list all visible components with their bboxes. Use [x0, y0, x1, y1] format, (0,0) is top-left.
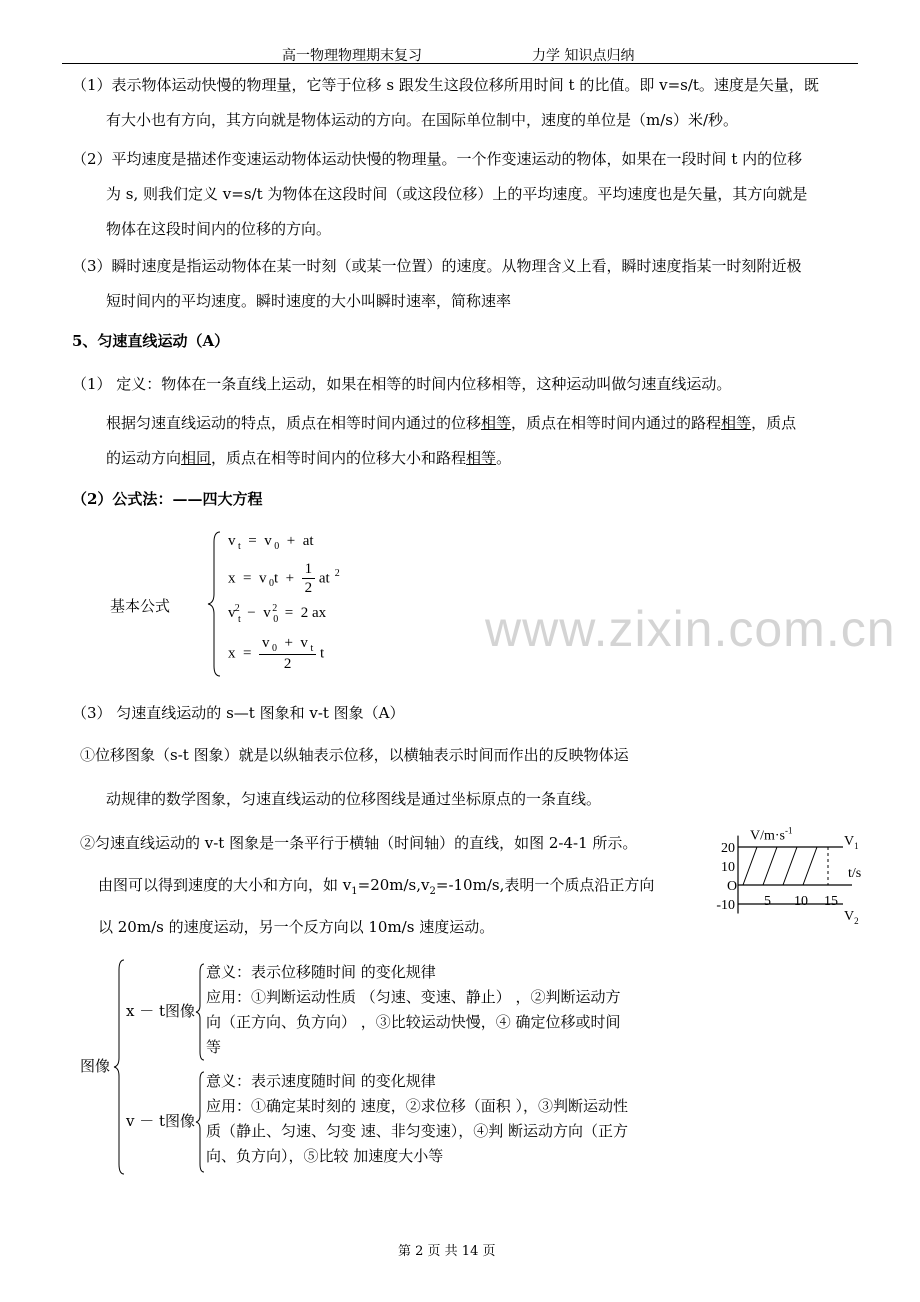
- summary-line: 应用：①判断运动性质 （匀速、变速、静止） ，②判断运动方: [206, 988, 621, 1006]
- paragraph-line: ②匀速直线运动的 v-t 图象是一条平行于横轴（时间轴）的直线，如图 2-4-1 所示。: [80, 834, 638, 852]
- text-run: ，质点在相等时间内的位移大小和路程: [211, 449, 467, 467]
- paragraph-line: 以 20m/s 的速度运动，另一个反方向以 10m/s 速度运动。: [98, 918, 495, 936]
- y-axis-label: $V/m\cdot s^{-1}$: [750, 825, 793, 844]
- properties-paragraph: [106, 406, 796, 476]
- paragraph-line: （2）平均速度是描述作变速运动物体运动快慢的物理量。一个作变速运动的物体，如果在一段时间 t 内的位移: [72, 150, 803, 168]
- text-run: 根据匀速直线运动的特点，质点在相等时间内通过的位移: [106, 414, 482, 432]
- y-tick-label: 20: [721, 841, 735, 856]
- y-tick-label: -10: [716, 898, 735, 913]
- y-tick-label: 10: [721, 860, 735, 875]
- section-heading: 5、匀速直线运动（A）: [72, 332, 230, 350]
- summary-root-label: 图像: [80, 1057, 111, 1075]
- underlined-text: 相同: [181, 449, 212, 467]
- equation-average-velocity: x = $\frac{v _0 + v _t}{2}$ t: [228, 635, 325, 672]
- text-run: ，质点在相等时间内通过的路程: [511, 414, 722, 432]
- st-graph-paragraph: [80, 738, 629, 817]
- paragraph-line: [106, 406, 796, 441]
- paragraph-line: 为 s, 则我们定义 v=s/t 为物体在这段时间（或这段位移）上的平均速度。平均速度也是矢量，其方向就是: [106, 185, 808, 203]
- summary-root-brace-icon: [112, 958, 128, 1176]
- text-run: =20m/s,v: [357, 876, 430, 894]
- header-right: 力学 知识点归纳: [532, 48, 635, 64]
- header-rule: [62, 63, 858, 64]
- vt-graph-label: v － t图像: [126, 1112, 196, 1130]
- series-label-v2: $V_2$: [844, 909, 859, 926]
- summary-line: 意义：表示位移随时间 的变化规律: [206, 963, 436, 981]
- x-axis-label: t/s: [848, 866, 862, 881]
- equation-velocity: v $_t$ = v $_0$ + at: [228, 533, 314, 552]
- page-footer: 第 2 页 共 14 页: [398, 1244, 496, 1259]
- vt-summary-text: [206, 1069, 628, 1169]
- x-tick-label: 5: [764, 894, 771, 909]
- summary-line: 向、负方向），⑤比较 加速度大小等: [206, 1147, 444, 1165]
- equation-displacement: x = v $_0$t + $\frac{1}{2}$ at $^2$: [228, 561, 340, 596]
- paragraph-line: 短时间内的平均速度。瞬时速度的大小叫瞬时速率，简称速率: [106, 292, 512, 310]
- summary-line: 意义：表示速度随时间 的变化规律: [206, 1072, 436, 1090]
- x-tick-label: 15: [824, 894, 838, 909]
- xt-summary-text: [206, 960, 621, 1060]
- summary-line: 质（静止、匀速、匀变 速、非匀变速），④判 断运动方向（正方: [206, 1122, 629, 1140]
- text-run: 由图可以得到速度的大小和方向，如 v: [98, 876, 352, 894]
- definition-line: （1） 定义：物体在一条直线上运动，如果在相等的时间内位移相等，这种运动叫做匀速直线运动。: [72, 375, 732, 393]
- paragraph-line: ①位移图象（s-t 图象）就是以纵轴表示位移，以横轴表示时间而作出的反映物体运: [80, 746, 629, 764]
- underlined-text: 相等: [721, 414, 752, 432]
- paragraph-line: [106, 441, 796, 476]
- paragraph-line: 动规律的数学图象，匀速直线运动的位移图线是通过坐标原点的一条直线。: [106, 790, 602, 808]
- speed-definition-paragraph: [72, 68, 819, 138]
- average-speed-paragraph: [72, 142, 807, 247]
- summary-line: 等: [206, 1038, 222, 1056]
- text-run: 。: [496, 449, 512, 467]
- text-run: 的运动方向: [106, 449, 182, 467]
- area-hatch-line: [743, 847, 757, 885]
- vt-graph-paragraph: [80, 826, 654, 945]
- paragraph-line: 有大小也有方向，其方向就是物体运动的方向。在国际单位制中，速度的单位是（m/s）米/秒。: [106, 111, 739, 129]
- paragraph-line: 由图可以得到速度的大小和方向，如 $v_1=20m/s,v_2=-10m/s$,表明一个质点沿正方向: [98, 876, 655, 897]
- watermark: www.zixin.com.cn: [485, 601, 896, 657]
- paragraph-line: （3）瞬时速度是指运动物体在某一时刻（或某一位置）的速度。从物理含义上看，瞬时速度指某一时刻附近极: [72, 257, 802, 275]
- summary-line: 向（正方向、负方向） ，③比较运动快慢，④ 确定位移或时间: [206, 1013, 621, 1031]
- area-hatch-line: [803, 847, 817, 885]
- xt-graph-label: x － t图像: [126, 1002, 196, 1020]
- series-label-v1: $V_1$: [844, 834, 859, 851]
- summary-line: 应用：①确定某时刻的 速度，②求位移（面积 ），③判断运动性: [206, 1097, 629, 1115]
- formula-heading: （2）公式法：——四大方程: [72, 490, 263, 508]
- area-hatch-line: [763, 847, 777, 885]
- vt-brace-icon: [194, 1070, 206, 1174]
- area-hatch-line: [783, 847, 797, 885]
- paragraph-line: 物体在这段时间内的位移的方向。: [106, 220, 332, 238]
- xt-brace-icon: [194, 962, 206, 1062]
- underlined-text: 相等: [481, 414, 512, 432]
- text-run: =-10m/s,表明一个质点沿正方向: [435, 876, 655, 894]
- x-tick-label: 10: [794, 894, 808, 909]
- equation-velocity-squared: v $_t^2$ − v $_0^2$ = 2 ax: [228, 603, 327, 625]
- vt-chart: [700, 815, 880, 950]
- underlined-text: 相等: [466, 449, 497, 467]
- text-run: ，质点: [751, 414, 797, 432]
- formula-brace-icon: [206, 530, 226, 678]
- paragraph-line: （1）表示物体运动快慢的物理量，它等于位移 s 跟发生这段位移所用时间 t 的比值。即 v=s/t。速度是矢量，既: [72, 76, 819, 94]
- graph-heading: （3） 匀速直线运动的 s—t 图象和 v-t 图象（A）: [72, 704, 405, 722]
- origin-label: O: [727, 879, 738, 894]
- instant-speed-paragraph: [72, 249, 802, 319]
- formula-label: 基本公式: [110, 597, 171, 615]
- header-left: 高一物理物理期末复习: [282, 48, 422, 64]
